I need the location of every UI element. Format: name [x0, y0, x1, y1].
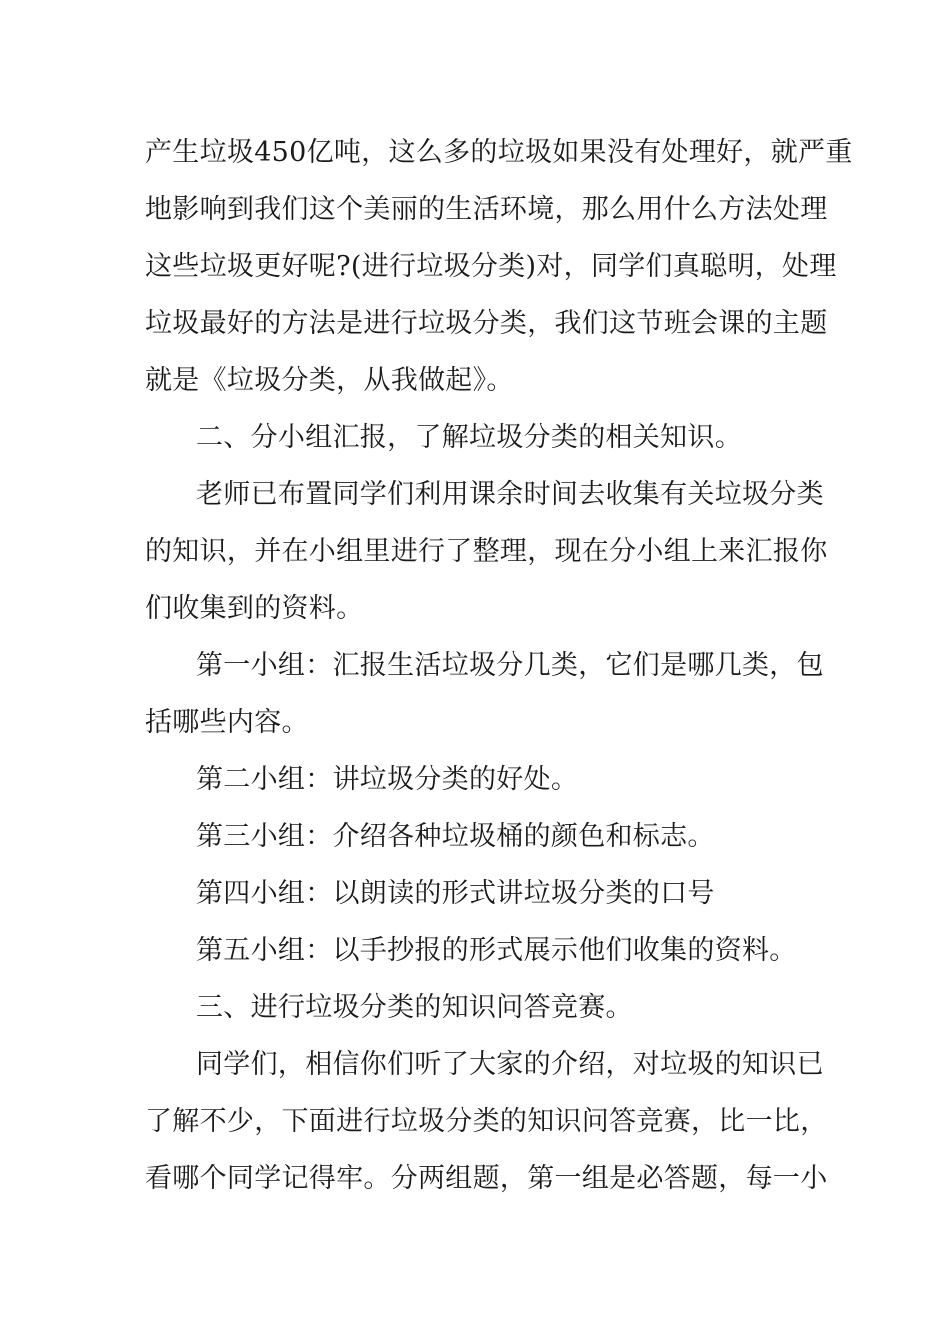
text-line: 第四小组：以朗读的形式讲垃圾分类的口号: [196, 878, 715, 909]
section-heading: 二、分小组汇报，了解垃圾分类的相关知识。: [196, 422, 742, 453]
section-heading: 三、进行垃圾分类的知识问答竞赛。: [196, 992, 633, 1023]
text-line: 产生垃圾450亿吨，这么多的垃圾如果没有处理好，就严重: [145, 137, 853, 168]
text-line: 看哪个同学记得牢。分两组题，第一组是必答题，每一小: [145, 1163, 828, 1194]
text-line: 地影响到我们这个美丽的生活环境，那么用什么方法处理: [145, 194, 828, 225]
text-line: 了解不少，下面进行垃圾分类的知识问答竞赛，比一比，: [145, 1106, 828, 1137]
text-line: 就是《垃圾分类，从我做起》。: [145, 365, 514, 396]
text-line: 括哪些内容。: [145, 707, 309, 738]
text-line: 老师已布置同学们利用课余时间去收集有关垃圾分类: [196, 479, 824, 510]
text-line: 同学们，相信你们听了大家的介绍，对垃圾的知识已: [196, 1049, 824, 1080]
text-line: 们收集到的资料。: [145, 593, 364, 624]
text-line: 的知识，并在小组里进行了整理，现在分小组上来汇报你: [145, 536, 828, 567]
text-line: 这些垃圾更好呢?(进行垃圾分类)对，同学们真聪明，处理: [145, 251, 837, 282]
text-line: 第五小组：以手抄报的形式展示他们收集的资料。: [196, 935, 797, 966]
text-line: 第三小组：介绍各种垃圾桶的颜色和标志。: [196, 821, 715, 852]
text-line: 第二小组：讲垃圾分类的好处。: [196, 764, 579, 795]
text-line: 第一小组：汇报生活垃圾分几类，它们是哪几类，包: [196, 650, 824, 681]
text-line: 垃圾最好的方法是进行垃圾分类，我们这节班会课的主题: [145, 308, 828, 339]
